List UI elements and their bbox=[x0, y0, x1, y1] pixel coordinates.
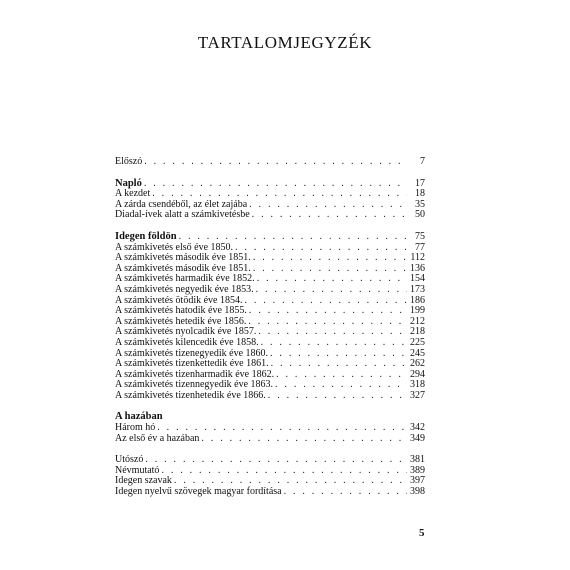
dot-leader bbox=[258, 327, 407, 338]
toc-entry-page: 112 bbox=[410, 252, 425, 264]
toc-entry-label: A számkivetés ötödik éve 1854. bbox=[115, 294, 243, 306]
dot-leader bbox=[261, 338, 407, 349]
toc-entry-page: 225 bbox=[410, 336, 425, 348]
page-number: 5 bbox=[419, 527, 425, 539]
toc-section-heading bbox=[115, 232, 425, 243]
dot-leader bbox=[275, 380, 407, 391]
toc-entry-page: 381 bbox=[410, 454, 425, 466]
toc-section-heading bbox=[115, 179, 425, 190]
dot-leader bbox=[144, 157, 407, 168]
toc-entry bbox=[115, 434, 425, 445]
dot-leader bbox=[253, 264, 407, 275]
section-gap bbox=[115, 444, 425, 455]
toc-entry-page: 186 bbox=[410, 294, 425, 306]
dot-leader bbox=[144, 179, 407, 190]
toc-entry-page: 294 bbox=[410, 368, 425, 380]
toc-entry-label: A számkivetés első éve 1850. bbox=[115, 241, 234, 253]
toc-entry-label: A számkivetés nyolcadik éve 1857. bbox=[115, 326, 257, 338]
toc-entry-label: Előszó bbox=[115, 156, 143, 167]
toc-entry-page: 75 bbox=[415, 230, 425, 242]
toc-entry-label: Utószó bbox=[115, 454, 144, 466]
toc-entry-label: A számkivetés negyedik éve 1853. bbox=[115, 283, 254, 295]
toc-entry-page: 17 bbox=[415, 177, 425, 189]
dot-leader bbox=[235, 243, 407, 254]
toc-entry-page: 50 bbox=[415, 209, 425, 221]
toc-entry-label: Az első év a hazában bbox=[115, 432, 200, 444]
toc-entry-label: A számkivetés tizenharmadik éve 1862. bbox=[115, 368, 275, 380]
toc-entry bbox=[115, 157, 425, 168]
toc-entry-page: 342 bbox=[410, 422, 425, 434]
toc-entry-page: 18 bbox=[415, 188, 425, 200]
toc-entry-label: Napló bbox=[115, 177, 142, 189]
toc-entry-page: 199 bbox=[410, 305, 425, 317]
toc-entry-label: Diadal-ívek alatt a számkivetésbe bbox=[115, 209, 250, 221]
dot-leader bbox=[248, 317, 407, 328]
toc-entry-page: 173 bbox=[410, 283, 425, 295]
dot-leader bbox=[253, 253, 407, 264]
dot-leader bbox=[249, 200, 407, 211]
dot-leader bbox=[276, 370, 407, 381]
toc-entry-page: 154 bbox=[410, 273, 425, 285]
toc-entry-page: 136 bbox=[410, 262, 425, 274]
toc-entry-label: A számkivetés tizenkettedik éve 1861. bbox=[115, 358, 269, 370]
toc-entry-page: 397 bbox=[410, 475, 425, 487]
toc-entry-label: A számkivetés hetedik éve 1856. bbox=[115, 315, 247, 327]
toc-entry-page: 327 bbox=[410, 389, 425, 401]
toc-entry-page: 218 bbox=[410, 326, 425, 338]
toc-entry-label: Idegen földön bbox=[115, 230, 177, 242]
dot-leader bbox=[161, 466, 407, 477]
toc-entry-page: 212 bbox=[410, 315, 425, 327]
toc-entry-page: 245 bbox=[410, 347, 425, 359]
dot-leader bbox=[249, 306, 407, 317]
toc-entry-page: 7 bbox=[420, 156, 425, 167]
toc-entry-page: 318 bbox=[410, 379, 425, 391]
dot-leader bbox=[257, 274, 407, 285]
toc-entry-label: Névmutató bbox=[115, 464, 160, 476]
dot-leader bbox=[179, 232, 407, 243]
dot-leader bbox=[284, 487, 407, 498]
dot-leader bbox=[268, 391, 407, 402]
toc-entry bbox=[115, 487, 425, 498]
toc-entry-label: Idegen nyelvű szövegek magyar fordítása bbox=[115, 486, 282, 498]
toc-entry-page: 77 bbox=[415, 241, 425, 253]
toc-entry-label: A hazában bbox=[115, 411, 163, 423]
toc-entry-label: A számkivetés tizenegyedik éve 1860. bbox=[115, 347, 269, 359]
toc-entry-page: 398 bbox=[410, 486, 425, 498]
dot-leader bbox=[252, 210, 407, 221]
dot-leader bbox=[244, 296, 407, 307]
table-of-contents bbox=[115, 157, 425, 498]
toc-entry-page: 389 bbox=[410, 464, 425, 476]
toc-entry-label: A számkivetés kilencedik éve 1858. bbox=[115, 336, 259, 348]
toc-entry-label: A számkivetés hatodik éve 1855. bbox=[115, 305, 247, 317]
toc-entry-page: 262 bbox=[410, 358, 425, 370]
toc-entry-page: 35 bbox=[415, 198, 425, 210]
toc-entry-label: A kezdet bbox=[115, 188, 151, 200]
dot-leader bbox=[201, 434, 407, 445]
toc-section-heading bbox=[115, 412, 425, 423]
toc-entry bbox=[115, 210, 425, 221]
toc-entry-label: A számkivetés második éve 1851. bbox=[115, 252, 251, 264]
toc-entry-page: 349 bbox=[410, 432, 425, 444]
toc-entry bbox=[115, 338, 425, 349]
toc-entry-label: A számkivetés harmadik éve 1852. bbox=[115, 273, 255, 285]
toc-entry-label: A zárda csendéből, az élet zajába bbox=[115, 198, 248, 210]
section-gap bbox=[115, 168, 425, 179]
toc-entry bbox=[115, 391, 425, 402]
toc-entry-label: A számkivetés tizenhetedik éve 1866. bbox=[115, 389, 266, 401]
page-title: TARTALOMJEGYZÉK bbox=[197, 33, 373, 52]
toc-entry-label: Idegen szavak bbox=[115, 475, 172, 487]
toc-entry-label: A számkivetés második éve 1851. bbox=[115, 262, 251, 274]
toc-entry bbox=[115, 285, 425, 296]
dot-leader bbox=[270, 349, 407, 360]
toc-entry bbox=[115, 455, 425, 466]
dot-leader bbox=[271, 359, 407, 370]
toc-entry-label: Három hó bbox=[115, 422, 156, 434]
dot-leader bbox=[145, 455, 407, 466]
toc-entry-label: A számkivetés tizennegyedik éve 1863. bbox=[115, 379, 274, 391]
dot-leader bbox=[256, 285, 407, 296]
